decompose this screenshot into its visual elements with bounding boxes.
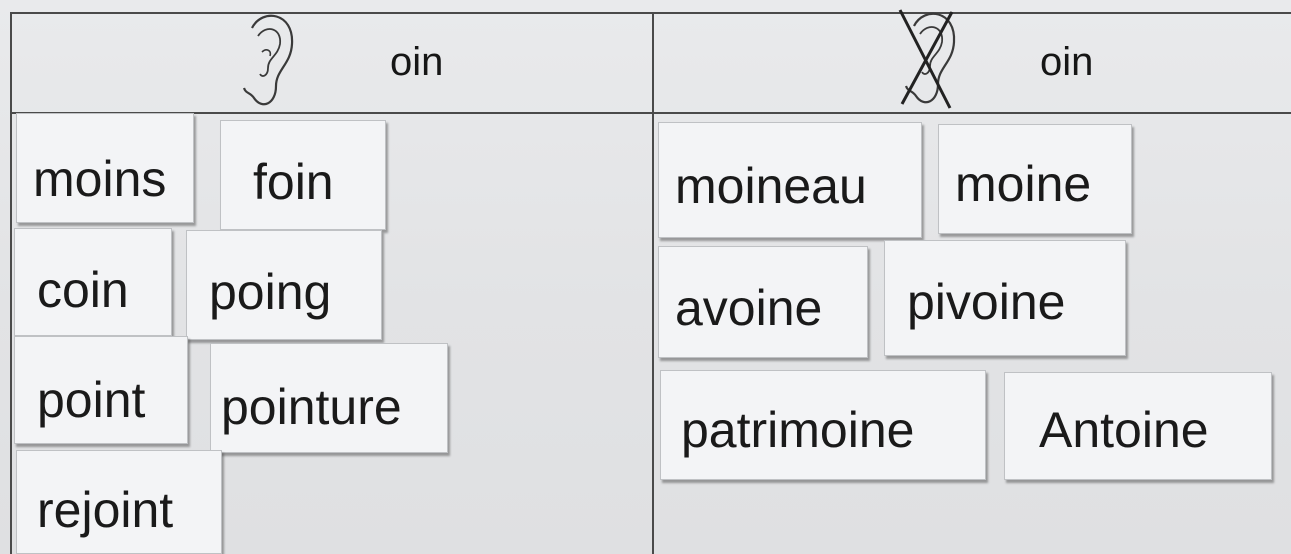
word-card-moineau[interactable] xyxy=(658,122,922,238)
word-card-moine[interactable] xyxy=(938,124,1132,234)
left-header-label: oin xyxy=(390,40,444,84)
word-card-patrimoine[interactable] xyxy=(660,370,986,480)
word-card-pivoine[interactable] xyxy=(884,240,1126,356)
word-label: moine xyxy=(955,156,1092,212)
word-label: Antoine xyxy=(1039,402,1209,458)
header-divider-line xyxy=(10,112,1291,114)
crossed-ear-icon xyxy=(892,4,962,112)
table-top-border xyxy=(10,12,1291,14)
word-card-antoine[interactable] xyxy=(1004,372,1272,480)
word-label: moins xyxy=(33,151,167,207)
word-card-moins[interactable] xyxy=(16,113,194,223)
word-label: foin xyxy=(253,154,334,210)
word-card-foin[interactable] xyxy=(220,120,386,230)
word-card-point[interactable] xyxy=(14,336,188,444)
word-card-poing[interactable] xyxy=(186,230,382,340)
column-divider-line xyxy=(652,12,654,554)
ear-icon xyxy=(232,8,298,112)
word-label: pointure xyxy=(221,379,402,435)
word-label: rejoint xyxy=(37,482,174,538)
word-card-pointure[interactable] xyxy=(210,343,448,453)
word-label: poing xyxy=(209,264,332,320)
word-label: patrimoine xyxy=(681,402,915,458)
word-card-coin[interactable] xyxy=(14,228,172,336)
table-left-border xyxy=(10,12,12,554)
word-card-avoine[interactable] xyxy=(658,246,868,358)
word-label: pivoine xyxy=(907,274,1066,330)
word-label: avoine xyxy=(675,280,823,336)
word-label: point xyxy=(37,372,146,428)
word-label: moineau xyxy=(675,158,867,214)
word-card-rejoint[interactable] xyxy=(16,450,222,554)
right-header-label: oin xyxy=(1040,40,1094,84)
word-label: coin xyxy=(37,262,129,318)
